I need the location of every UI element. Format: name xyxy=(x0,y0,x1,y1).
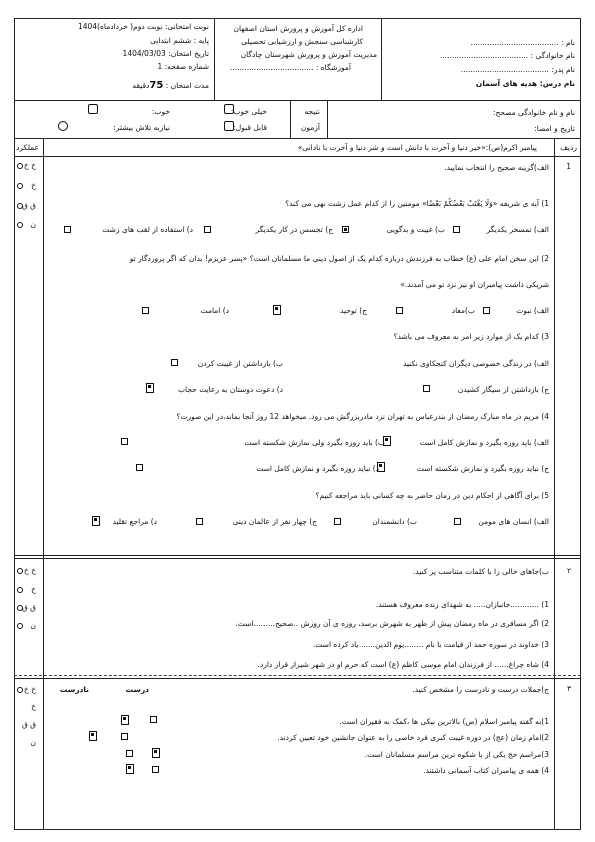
question-2-line1: 2) این سخن امام علی (ع) خطاب به فرزندش درباره کدام یک از اصول دینی ما مسلمانان است؟ «پسر عزیزم! بدان که اگر پروردگار تو xyxy=(129,254,549,263)
s3-perf-level-3: ق ق xyxy=(21,720,36,729)
s2-perf-level-1: خ خ xyxy=(23,566,36,575)
table-col-right xyxy=(554,138,555,830)
perf-level-4: ن xyxy=(30,220,36,229)
s2-perf-circle-4[interactable] xyxy=(17,623,23,629)
section1-bottom xyxy=(14,555,581,556)
s3-perf-level-2: خ xyxy=(31,702,36,711)
q1-checkbox-a[interactable] xyxy=(453,226,460,233)
section3-number: ۳ xyxy=(566,684,571,693)
tf1-false-checkbox[interactable] xyxy=(150,716,157,723)
q1-option-d: د) استفاده از لقب های زشت xyxy=(102,225,193,234)
q1-checkbox-b[interactable] xyxy=(342,226,349,233)
q2-option-a: الف) نبوت xyxy=(516,306,549,315)
s2-perf-circle-3[interactable] xyxy=(17,605,23,611)
father-name: نام پدر: ..................................... xyxy=(460,65,575,74)
school-name: آموزشگاه : ................................... xyxy=(230,63,351,72)
fill-blank-1: 1) ............جانبازان..... به شهدای زنده معروف هستند. xyxy=(375,600,549,609)
q5-option-b: ب) دانشمندان xyxy=(372,517,417,526)
col-true-label: درست xyxy=(125,685,149,694)
section2-title: ب)جاهای خالی را با کلمات متناسب پر کنید. xyxy=(412,567,549,576)
col-false-label: نادرست xyxy=(59,685,89,694)
tf4-false-checkbox[interactable] xyxy=(126,764,134,774)
exam-duration xyxy=(132,80,209,91)
duration-label: مدت امتحان : xyxy=(165,81,209,90)
q4-option-c: ج) نباید روزه بگیرد و نمازش شکسته است xyxy=(416,464,549,473)
q3-option-d: د) دعوت دوستان به رعایت حجاب xyxy=(177,385,283,394)
q3-checkbox-c[interactable] xyxy=(423,385,430,392)
q3-option-a: الف) در زندگی خصوصی دیگران کنجکاوی نکنید xyxy=(402,359,549,368)
exam-label: آزمون xyxy=(300,123,320,132)
q2-checkbox-b[interactable] xyxy=(396,307,403,314)
acceptable-checkbox[interactable] xyxy=(224,121,234,131)
question-3: 3) کدام یک از موارد زیر امر به معروف می باشد؟ xyxy=(393,332,549,341)
perf-circle-2[interactable] xyxy=(17,183,23,189)
section2-bottom-2 xyxy=(14,678,581,679)
table-header-bottom xyxy=(14,156,581,157)
fill-blank-3: 3) خداوند در سوره حمد از قیامت با نام ........یوم الدین...... یاد کرده است. xyxy=(312,640,549,649)
q4-checkbox-d[interactable] xyxy=(136,464,143,471)
question-4: 4) مریم در ماه مبارک رمضان از بندرعباس به تهران نزد مادربزرگش می رود. میخواهد 12 روز آنجا بماند،در این صورت؟ xyxy=(176,412,549,421)
perf-level-1: خ خ xyxy=(23,161,36,170)
row-header: ردیف xyxy=(560,143,577,152)
org-county: مدیریت آموزش و پرورش شهرستان چادگان xyxy=(240,50,377,59)
exam-date: تاریخ امتحان: 1404/03/03 xyxy=(122,49,209,58)
q3-checkbox-b[interactable] xyxy=(171,359,178,366)
q4-option-d: د) نباید روزه بگیرد و نمازش کامل است xyxy=(256,464,379,473)
date-sign-label: تاریخ و امضا: xyxy=(534,124,575,133)
q5-checkbox-a[interactable] xyxy=(454,518,461,525)
q5-checkbox-c[interactable] xyxy=(196,518,203,525)
q3-option-c: ج) بازداشتن از سیگار کشیدن xyxy=(457,385,549,394)
section1-title: الف)گزینه صحیح را انتخاب نمایید. xyxy=(444,163,549,172)
student-family: نام خانوادگی : ..................................... xyxy=(439,51,575,60)
very-good-checkbox[interactable] xyxy=(224,104,234,114)
org-province: اداره کل آموزش و پرورش استان اصفهان xyxy=(233,24,363,33)
true-false-3: 3)مراسم حج یکی از با شکوه ترین مراسم مسلمانان است. xyxy=(364,750,549,759)
s3-perf-level-1: خ خ xyxy=(23,685,36,694)
s2-perf-circle-1[interactable] xyxy=(17,568,23,574)
lesson-name: نام درس: هدیه های آسمان xyxy=(475,79,575,88)
q1-checkbox-c[interactable] xyxy=(204,226,211,233)
org-assessment: کارشناسی سنجش و ارزشیابی تحصیلی xyxy=(241,37,363,46)
q3-checkbox-d[interactable] xyxy=(146,383,154,393)
option-very-good: خیلی خوب: xyxy=(230,107,267,116)
hadith-text: پیامبر اکرم(ص):«خیر دنیا و آخرت با دانش است و شر دنیا و آخرت با نادانی» xyxy=(297,143,537,152)
result-label: نتیجه xyxy=(304,107,320,116)
tf2-false-checkbox[interactable] xyxy=(89,731,97,741)
grade-label: پایه : ششم ابتدایی xyxy=(150,36,209,45)
q4-option-a: الف) باید روزه بگیرد و نمازش کامل است xyxy=(419,438,549,447)
result-divider-1 xyxy=(327,100,328,138)
tf2-true-checkbox[interactable] xyxy=(121,733,128,740)
q1-checkbox-d[interactable] xyxy=(64,226,71,233)
q1-option-a: الف) تمسخر یکدیگر xyxy=(486,225,549,234)
section1-number: 1 xyxy=(566,162,571,171)
result-divider-2 xyxy=(290,100,291,138)
s2-perf-level-2: خ xyxy=(31,585,36,594)
student-name: نام : ..................................... xyxy=(470,38,575,47)
tf3-false-checkbox[interactable] xyxy=(152,748,160,758)
s2-perf-circle-2[interactable] xyxy=(17,587,23,593)
question-5: 5) برای آگاهی از احکام دین در زمان حاضر به چه کسانی باید مراجعه کنیم؟ xyxy=(315,491,549,500)
table-col-left xyxy=(43,138,44,830)
header-divider-right xyxy=(381,18,382,100)
tf3-true-checkbox[interactable] xyxy=(126,750,133,757)
perf-circle-1[interactable] xyxy=(17,163,23,169)
good-checkbox[interactable] xyxy=(88,104,98,114)
q1-option-c: ج) تجسس در کار یکدیگر xyxy=(255,225,333,234)
question-1: 1) آیه ی شریفه «وَلَا يَغْتَبْ بَعْضُكُمْ بَعْضًا» مومنین را از کدام عمل زشت نهی می کند؟ xyxy=(285,199,549,208)
fill-blank-2: 2) اگر مسافری در ماه رمضان پیش از ظهر به شهرش برسد، روزه ی آن روزش ..صحیح.........است. xyxy=(235,619,549,628)
q2-option-d: د) امامت xyxy=(200,306,229,315)
tf4-true-checkbox[interactable] xyxy=(152,766,159,773)
option-good: خوب: xyxy=(151,107,170,116)
q5-option-c: ج) چهار نفر از عالمان دینی xyxy=(232,517,317,526)
needs-effort-checkbox[interactable] xyxy=(58,121,68,131)
q5-checkbox-d[interactable] xyxy=(92,516,100,526)
true-false-4: 4) همه ی پیامبران کتاب آسمانی داشتند. xyxy=(423,766,549,775)
perf-level-2: خ xyxy=(31,181,36,190)
s2-perf-level-4: ن xyxy=(30,621,36,630)
q5-option-a: الف) انسان های مومن xyxy=(478,517,549,526)
perf-circle-4[interactable] xyxy=(17,222,23,228)
q4-checkbox-b[interactable] xyxy=(121,438,128,445)
s3-perf-circle-1[interactable] xyxy=(17,687,23,693)
result-row-bottom xyxy=(14,138,581,139)
q2-option-b: ب)معاد xyxy=(451,306,475,315)
true-false-1: 1)به گفته پیامبر اسلام (ص) بالاترین نیکی ها ،کمک به فقیران است. xyxy=(339,717,549,726)
q4-option-b: ب) باید روزه بگیرد ولی نمازش شکسته است xyxy=(244,438,385,447)
page-number: شماره صفحه: 1 xyxy=(157,62,209,71)
section2-bottom xyxy=(14,675,581,676)
perf-circle-3[interactable] xyxy=(17,203,23,209)
duration-unit: دقیقه xyxy=(132,81,150,90)
q5-option-d: د) مراجع تقلید xyxy=(112,517,157,526)
q2-checkbox-a[interactable] xyxy=(483,307,490,314)
performance-header: عملکرد xyxy=(16,143,39,152)
grader-name-label: نام و نام خانوادگی مصحح: xyxy=(492,108,575,117)
fill-blank-4: 4) شاه چراغ...... از فرزندان امام موسی کاظم (ع) است که حرم او در شهر شیراز قرار دارد. xyxy=(257,660,549,669)
option-needs-effort: نیازبه تلاش بیشتر: xyxy=(113,123,170,132)
q5-checkbox-b[interactable] xyxy=(334,518,341,525)
q1-option-b: ب) غیبت و بدگویی xyxy=(386,225,445,234)
section2-number: ۲ xyxy=(566,566,571,575)
q2-option-c: ج) توحید xyxy=(340,306,367,315)
q3-option-b: ب) بازداشتن از غیبت کردن xyxy=(197,359,283,368)
question-2-line2: شریکی داشت پیامبران او نیز نزد تو می آمدند.» xyxy=(400,280,549,289)
option-acceptable: قابل قبول: xyxy=(233,123,267,132)
exam-turn: نوبت امتحانی: نوبت دوم( خردادماه)1404 xyxy=(77,22,209,31)
section3-title: ج)جملات درست و نادرست را مشخص کنید. xyxy=(412,685,549,694)
header-divider-left xyxy=(214,18,215,100)
tf1-true-checkbox[interactable] xyxy=(121,715,129,725)
true-false-2: 2)امام زمان (عج) در دوره غیبت کبری فرد خاصی را به عنوان جانشین خود تعیین کردند. xyxy=(277,733,549,742)
q2-checkbox-d[interactable] xyxy=(142,307,149,314)
s2-perf-level-3: ق ق xyxy=(21,603,36,612)
s3-perf-level-4: ن xyxy=(30,738,36,747)
page-frame xyxy=(14,18,581,830)
perf-level-3: ق ق xyxy=(21,201,36,210)
header-bottom-line xyxy=(14,100,581,101)
duration-value: 75 xyxy=(149,80,164,91)
q2-checkbox-c[interactable] xyxy=(273,305,281,315)
section1-bottom-2 xyxy=(14,558,581,559)
